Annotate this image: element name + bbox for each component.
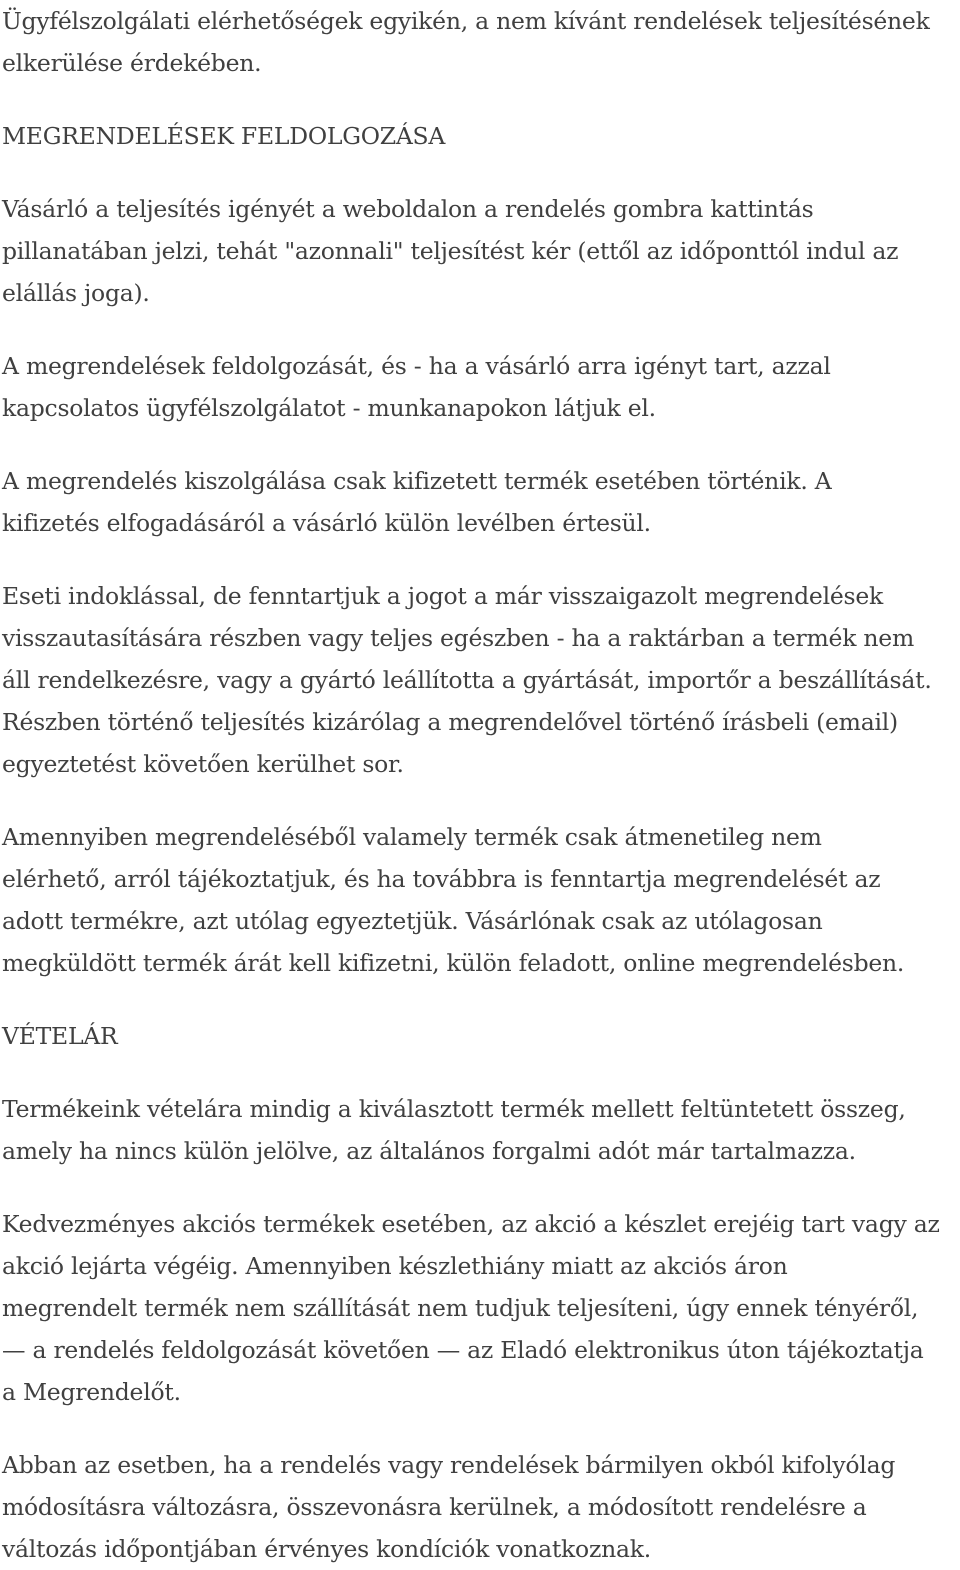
text-line: Eseti indoklással, de fenntartjuk a jogot a már visszaigazolt megrendelések bbox=[2, 582, 883, 610]
text-line: áll rendelkezésre, vagy a gyártó leállította a gyártását, importőr a beszállítását. bbox=[2, 666, 932, 694]
heading-text: MEGRENDELÉSEK FELDOLGOZÁSA bbox=[2, 122, 446, 150]
document-page bbox=[2, 0, 960, 1570]
text-line: megküldött termék árát kell kifizetni, külön feladott, online megrendelésben. bbox=[2, 949, 905, 977]
text-line: elkerülése érdekében. bbox=[2, 49, 262, 77]
text-line: amely ha nincs külön jelölve, az általános forgalmi adót már tartalmazza. bbox=[2, 1137, 856, 1165]
text-line: — a rendelés feldolgozását követően — az Eladó elektronikus úton tájékoztatja bbox=[2, 1336, 924, 1364]
paragraph-customer-service-contacts bbox=[2, 0, 960, 84]
text-line: A megrendelések feldolgozását, és - ha a vásárló arra igényt tart, azzal bbox=[2, 352, 831, 380]
paragraph-discount-products bbox=[2, 1203, 960, 1413]
text-line: elállás joga). bbox=[2, 279, 150, 307]
paragraph-paid-products bbox=[2, 460, 960, 544]
text-line: Termékeink vételára mindig a kiválasztott termék mellett feltüntetett összeg, bbox=[2, 1095, 906, 1123]
text-line: Amennyiben megrendeléséből valamely termék csak átmenetileg nem bbox=[2, 823, 822, 851]
text-line: Abban az esetben, ha a rendelés vagy rendelések bármilyen okból kifolyólag bbox=[2, 1451, 896, 1479]
text-line: megrendelt termék nem szállítását nem tudjuk teljesíteni, úgy ennek tényéről, bbox=[2, 1294, 919, 1322]
text-line: Vásárló a teljesítés igényét a weboldalon a rendelés gombra kattintás bbox=[2, 195, 814, 223]
text-line: akció lejárta végéig. Amennyiben készlethiány miatt az akciós áron bbox=[2, 1252, 788, 1280]
text-line: Ügyfélszolgálati elérhetőségek egyikén, a nem kívánt rendelések teljesítésének bbox=[2, 7, 930, 35]
paragraph-price-vat bbox=[2, 1088, 960, 1172]
text-line: visszautasítására részben vagy teljes egészben - ha a raktárban a termék nem bbox=[2, 624, 914, 652]
heading-purchase-price bbox=[2, 1015, 960, 1057]
text-line: pillanatában jelzi, tehát "azonnali" teljesítést kér (ettől az időponttól indul az bbox=[2, 237, 899, 265]
text-line: változás időpontjában érvényes kondíciók vonatkoznak. bbox=[2, 1535, 651, 1563]
text-line: Részben történő teljesítés kizárólag a megrendelővel történő írásbeli (email) bbox=[2, 708, 898, 736]
text-line: egyeztetést követően kerülhet sor. bbox=[2, 750, 404, 778]
paragraph-order-rejection bbox=[2, 575, 960, 785]
paragraph-order-modification bbox=[2, 1444, 960, 1570]
text-line: módosításra változásra, összevonásra kerülnek, a módosított rendelésre a bbox=[2, 1493, 867, 1521]
text-line: A megrendelés kiszolgálása csak kifizetett termék esetében történik. A bbox=[2, 467, 832, 495]
heading-text: VÉTELÁR bbox=[2, 1022, 118, 1050]
text-line: adott termékre, azt utólag egyeztetjük. Vásárlónak csak az utólagosan bbox=[2, 907, 823, 935]
text-line: kifizetés elfogadásáról a vásárló külön levélben értesül. bbox=[2, 509, 651, 537]
paragraph-temporary-unavailability bbox=[2, 816, 960, 984]
paragraph-working-days bbox=[2, 345, 960, 429]
text-line: Kedvezményes akciós termékek esetében, az akció a készlet erejéig tart vagy az bbox=[2, 1210, 940, 1238]
text-line: a Megrendelőt. bbox=[2, 1378, 181, 1406]
paragraph-order-button bbox=[2, 188, 960, 314]
text-line: kapcsolatos ügyfélszolgálatot - munkanapokon látjuk el. bbox=[2, 394, 656, 422]
heading-order-processing bbox=[2, 115, 960, 157]
text-line: elérhető, arról tájékoztatjuk, és ha továbbra is fenntartja megrendelését az bbox=[2, 865, 881, 893]
